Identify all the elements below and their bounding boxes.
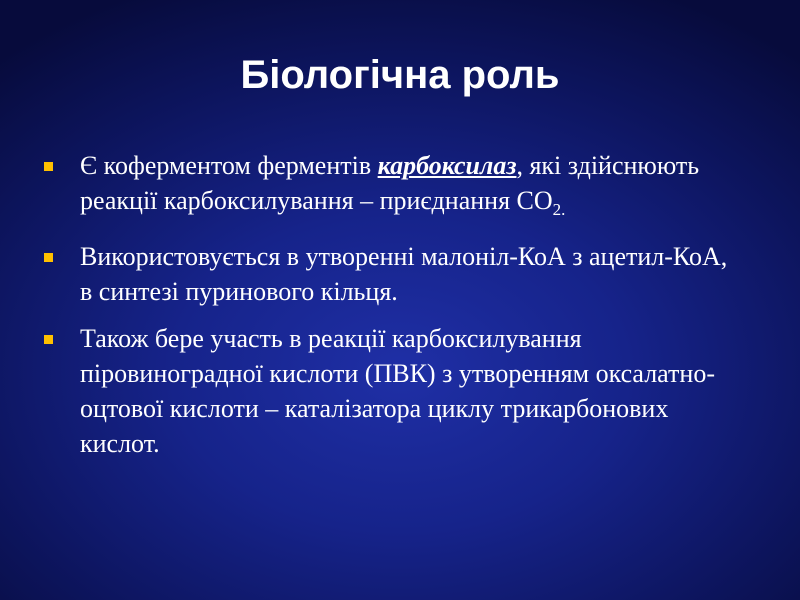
- slide-title: Біологічна роль: [240, 53, 560, 97]
- bullet-text: Використовується в утворенні малоніл-КоА з ацетил-КоА, в синтезі пуринового кільця.: [80, 242, 728, 306]
- bullet-list: [44, 148, 744, 473]
- subscript-2: 2.: [552, 200, 566, 219]
- square-bullet-icon: [44, 253, 53, 262]
- bullet-item-pyruvate: [44, 321, 744, 461]
- term-carboxylase: карбоксилаз: [377, 151, 517, 180]
- bullet-item-coenzyme: [44, 148, 744, 227]
- bullet-item-malonyl: [44, 239, 744, 309]
- bullet-text: Також бере участь в реакції карбоксилування піровиноградної кислоти (ПВК) з утворенням оксалатно-оцтової кислоти – каталізатора циклу трикарбонових кислот.: [80, 324, 715, 458]
- bullet-text-start: Є коферментом ферментів: [80, 151, 378, 180]
- square-bullet-icon: [44, 162, 53, 171]
- bullet-text-end: , які здійснюють реакції карбоксилування – приєднання СО: [80, 151, 700, 215]
- square-bullet-icon: [44, 335, 53, 344]
